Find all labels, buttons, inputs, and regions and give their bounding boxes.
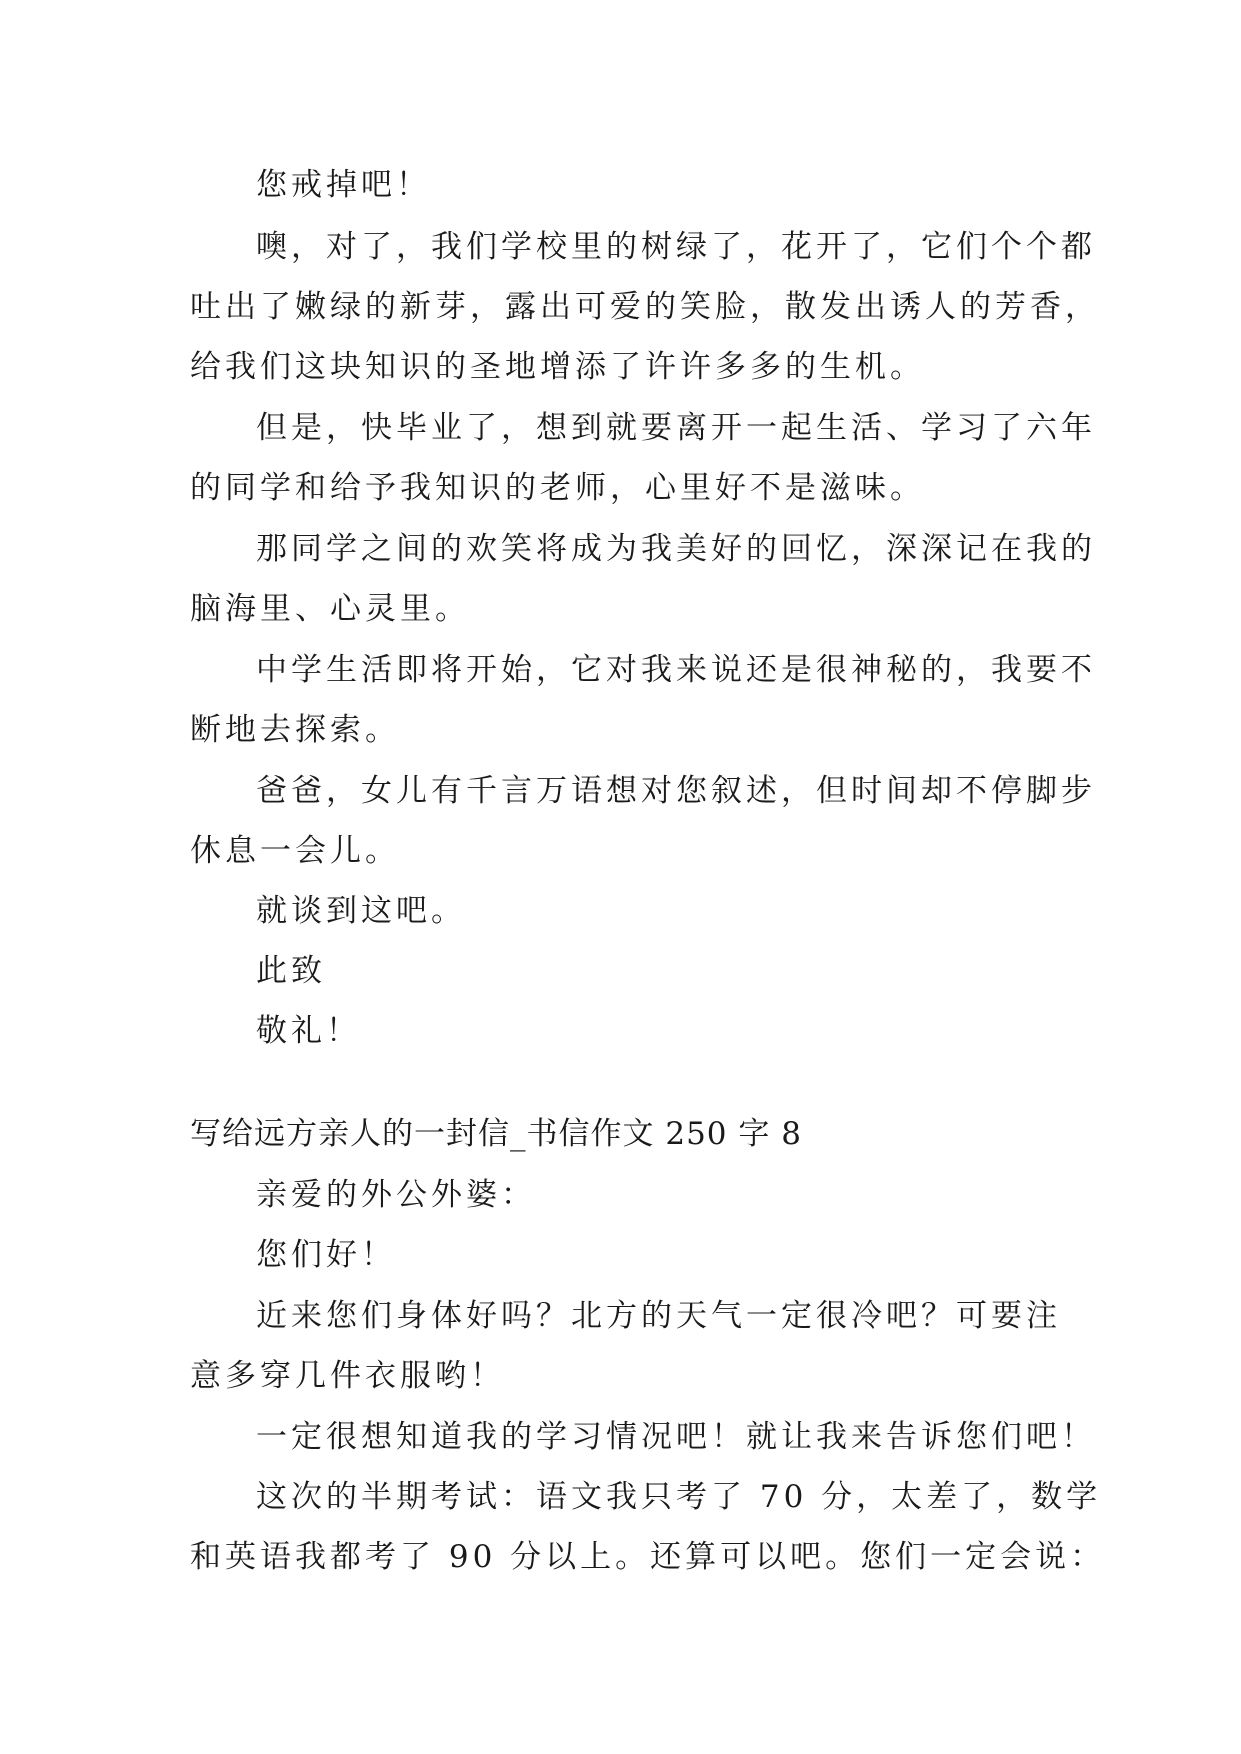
paragraph-line: 这次的半期考试：语文我只考了 70 分，太差了，数学 — [256, 1479, 1102, 1515]
paragraph-line: 此致 — [256, 953, 326, 989]
paragraph-line: 就谈到这吧。 — [256, 893, 466, 929]
paragraph-line: 那同学之间的欢笑将成为我美好的回忆，深深记在我的 — [256, 531, 1096, 567]
paragraph-line: 爸爸，女儿有千言万语想对您叙述，但时间却不停脚步 — [256, 773, 1096, 809]
section-title: 写给远方亲人的一封信_书信作文 250 字 8 — [190, 1116, 802, 1152]
paragraph-line: 的同学和给予我知识的老师，心里好不是滋味。 — [190, 470, 925, 506]
paragraph-line: 噢，对了，我们学校里的树绿了，花开了，它们个个都 — [256, 229, 1096, 265]
paragraph-line: 近来您们身体好吗？北方的天气一定很冷吧？可要注 — [256, 1298, 1061, 1334]
paragraph-line: 断地去探索。 — [190, 712, 400, 748]
paragraph-line: 意多穿几件衣服哟！ — [190, 1358, 505, 1394]
paragraph-line: 给我们这块知识的圣地增添了许许多多的生机。 — [190, 349, 925, 385]
paragraph-line: 和英语我都考了 90 分以上。还算可以吧。您们一定会说： — [190, 1539, 1106, 1575]
paragraph-line: 吐出了嫩绿的新芽，露出可爱的笑脸，散发出诱人的芳香， — [190, 289, 1100, 325]
paragraph-line: 敬礼！ — [256, 1013, 361, 1049]
paragraph-line: 但是，快毕业了，想到就要离开一起生活、学习了六年 — [256, 410, 1096, 446]
paragraph-line: 中学生活即将开始，它对我来说还是很神秘的，我要不 — [256, 652, 1096, 688]
paragraph-line: 您戒掉吧！ — [256, 167, 431, 203]
paragraph-line: 一定很想知道我的学习情况吧！就让我来告诉您们吧！ — [256, 1419, 1096, 1455]
paragraph-line: 亲爱的外公外婆： — [256, 1177, 536, 1213]
paragraph-line: 脑海里、心灵里。 — [190, 591, 470, 627]
paragraph-line: 您们好！ — [256, 1237, 396, 1273]
paragraph-line: 休息一会儿。 — [190, 833, 400, 869]
